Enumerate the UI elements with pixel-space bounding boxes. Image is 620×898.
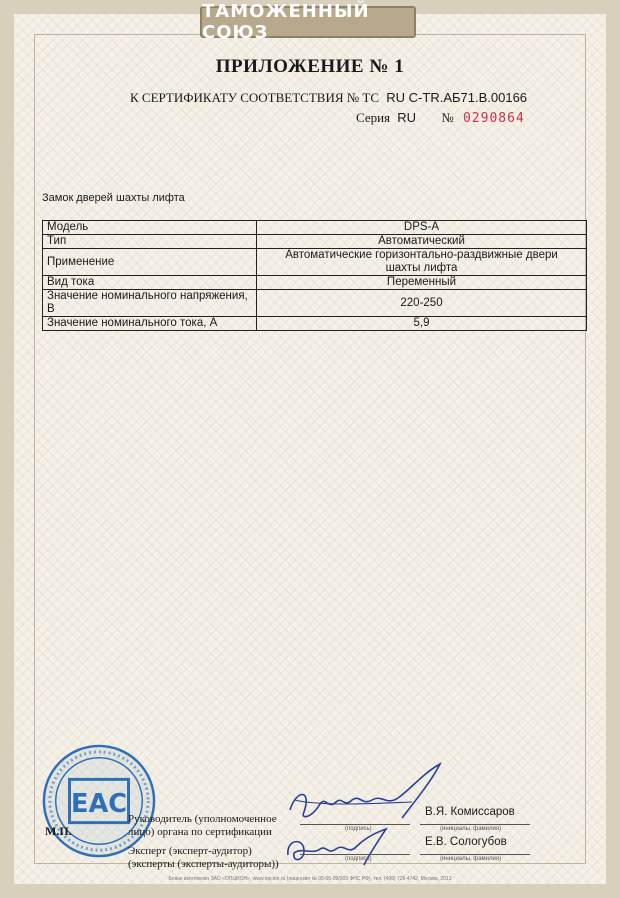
table-row xyxy=(43,235,587,249)
spec-key: Вид тока xyxy=(43,276,257,290)
table-row xyxy=(43,317,587,331)
page-title: ПРИЛОЖЕНИЕ № 1 xyxy=(215,56,405,77)
spec-key: Модель xyxy=(43,221,257,235)
table-row xyxy=(43,249,587,276)
expert-role-label: Эксперт (эксперт-аудитор) (эксперты (эксперты-аудиторы)) xyxy=(128,845,279,870)
head-signature-caption: (подпись) xyxy=(345,826,372,832)
spec-key: Тип xyxy=(43,235,257,249)
table-row xyxy=(43,290,587,317)
spec-table xyxy=(42,220,587,331)
spec-value-multiline xyxy=(257,249,587,276)
table-row xyxy=(43,221,587,235)
series-label: Серия xyxy=(356,110,391,125)
footer-imprint: Бланк изготовлен ЗАО «ОПЦИОН», www.opcion.ru (лицензия № 05-05-09/003 ФНС РФ), тел. (495) 726 4742, Москва, 2013 xyxy=(168,876,452,882)
mp-label: М.П. xyxy=(45,824,72,838)
certificate-number: RU C-TR.АБ71.В.00166 xyxy=(386,90,528,105)
expert-name-caption: (инициалы, фамилия) xyxy=(440,856,502,862)
certificate-reference xyxy=(130,90,527,106)
spec-key: Применение xyxy=(43,249,257,276)
spec-value: 5,9 xyxy=(257,317,587,331)
stamp-text: ЕАС xyxy=(71,788,127,819)
head-name: В.Я. Комиссаров xyxy=(425,806,515,818)
spec-key: Значение номинального напряжения, В xyxy=(43,290,257,317)
expert-name: Е.В. Сологубов xyxy=(425,836,507,848)
number-label: № xyxy=(441,110,454,125)
spec-value: Переменный xyxy=(257,276,587,290)
spec-value: DPS-A xyxy=(257,221,587,235)
spec-value: 220-250 xyxy=(257,290,587,317)
spec-value: Автоматический xyxy=(257,235,587,249)
expert-signature-line xyxy=(300,854,410,855)
spec-value-line2: шахты лифта xyxy=(385,262,458,274)
head-signature xyxy=(282,760,452,830)
expert-name-line xyxy=(420,854,530,855)
spec-value-line1: Автоматические горизонтально-раздвижные двери xyxy=(285,249,558,261)
inner-border xyxy=(34,34,586,864)
series-value: RU xyxy=(397,110,417,125)
head-name-caption: (инициалы, фамилия) xyxy=(440,826,502,832)
serial-number: 0290864 xyxy=(462,111,525,126)
expert-signature-caption: (подпись) xyxy=(345,856,372,862)
customs-union-banner: ТАМОЖЕННЫЙ СОЮЗ xyxy=(200,6,416,38)
expert-signature xyxy=(282,825,402,870)
certification-stamp xyxy=(40,742,158,860)
subtitle-prefix: К СЕРТИФИКАТУ СООТВЕТСТВИЯ № ТС xyxy=(130,90,380,105)
head-role-label: Руководитель (уполномоченное лицо) органа по сертификации xyxy=(128,813,277,838)
series-line xyxy=(356,110,525,126)
spec-key: Значение номинального тока, А xyxy=(43,317,257,331)
table-row xyxy=(43,276,587,290)
product-heading: Замок дверей шахты лифта xyxy=(42,192,185,204)
head-name-line xyxy=(420,824,530,825)
